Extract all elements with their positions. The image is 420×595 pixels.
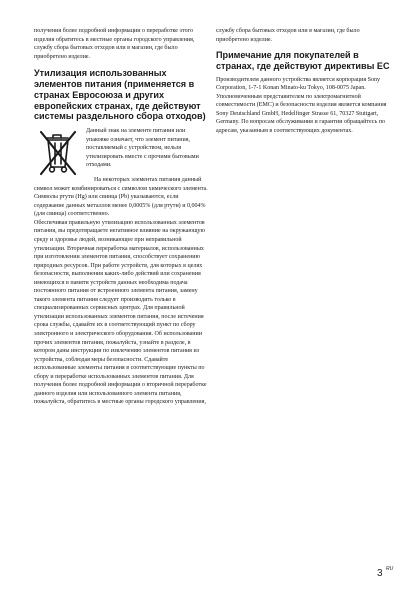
left-intro-paragraph: получения более подробной информации о переработке этого изделия обратитесь в местные органы городского управления, службу сбора бытовых отходов или в магазин, где было приобретено изделие. xyxy=(34,28,195,60)
crossed-out-wheelie-bin-icon xyxy=(34,127,82,176)
manufacturer-info-paragraph: Производителем данного устройства является корпорация Sony Corporation, 1-7-1 Konan Minato-ku Tokyo, 108-0075 Japan. Уполномоченным представителем по электромагнитной совместимости (EMC) и безопасности изделия является компания Sony Deutschland GmbH, Hedelfinger Strasse 61, 70327 Stuttgart, Germany. По вопросам обслуживания и гарантии обращайтесь по адресам, указанным в соответствующих документах. xyxy=(216,76,387,134)
right-column xyxy=(216,27,390,136)
right-intro-paragraph: службу сбора бытовых отходов или в магазин, где было приобретено изделие. xyxy=(216,28,360,43)
chemical-symbol-paragraph: На некоторых элементах питания данный символ может комбинироваться с символом химического элемента. Символы ртути (Hg) или свинца (Pb) указываются, если содержание данных металлов менее 0,0005% (для ртути) и 0,004% (для свинца) соответственно. xyxy=(34,177,208,218)
battery-disposal-heading: Утилизация использованных элементов питания (применяется в странах Евросоюза и других европейских странах, где действуют системы раздельного сбора отходов) xyxy=(34,68,206,122)
bin-symbol-description: Данный знак на элементе питания или упаковке означает, что элемент питания, поставляемый с устройством, нельзя утилизировать вместе с прочими бытовыми отходами. xyxy=(86,128,199,169)
page-number: 3 xyxy=(377,568,383,579)
left-column xyxy=(34,27,208,407)
eu-directives-heading: Примечание для покупателей в странах, где действуют директивы ЕС xyxy=(216,50,390,71)
language-code: RU xyxy=(386,566,394,572)
disposal-instructions-paragraph: Обеспечивая правильную утилизацию использованных элементов питания, вы предотвращаете негативное влияние на окружающую среду и здоровье людей, возникающее при неправильной утилизации. Вторичная переработка материалов, использованных при изготовлении элементов питания, способствует сохранению природных ресурсов. При работе устройств, для которых в целях безопасности, выполнения каких-либо действий или сохранения имеющихся в памяти устройств данных необходима подача постоянного питания от встроенного элемента питания, замену такого элемента питания следует производить только в специализированных сервисных центрах. Для правильной утилизации использованных элементов питания, после истечения срока службы, сдавайте их в соответствующий пункт по сбору электронного и электрического оборудования. Об использовании прочих элементов питания, пожалуйста, узнайте в разделе, в котором даны инструкции по извлечению элементов питания из устройства, соблюдая меры безопасности. Сдавайте использованные элементы питания в соответствующие пункты по сбору и переработке использованных элементов питания. Для получения более подробной информации о вторичной переработке данного изделия или использованного элемента питания, пожалуйста, обратитесь в местные органы городского управления, xyxy=(34,219,207,406)
bin-symbol-block xyxy=(34,127,208,176)
